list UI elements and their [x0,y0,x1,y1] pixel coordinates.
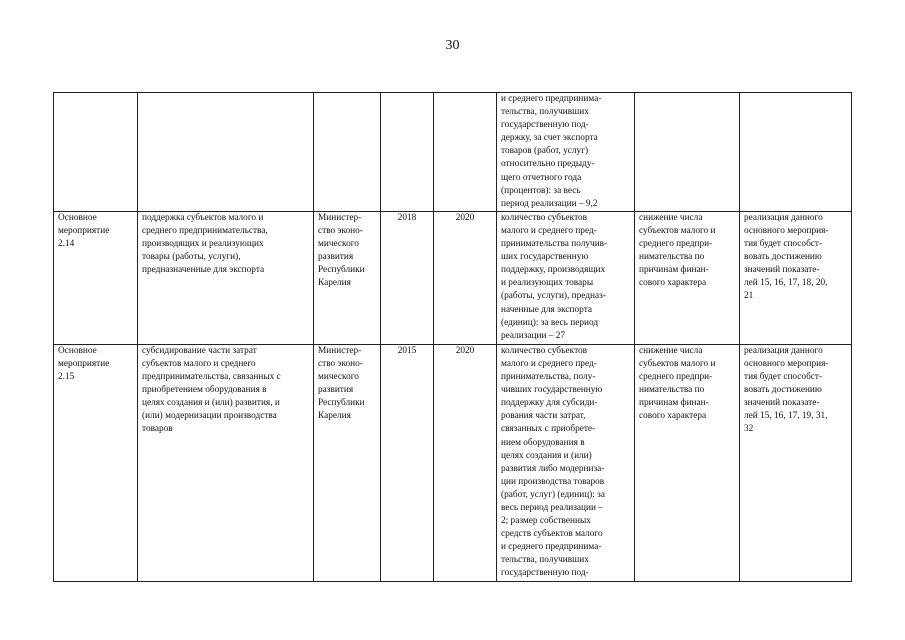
cell-line: мероприятие [58,358,110,369]
cell-line: целях создания и (или) [501,450,592,461]
start-year: 2018 [397,212,417,223]
cell-line: реализации – 27 [501,330,566,341]
end-year: 2020 [455,212,475,223]
measure-name-cell [54,344,138,581]
table-row [54,93,852,212]
cell-line: Карелия [318,411,351,422]
cell-line: вовать достижению [744,385,822,396]
cell-line: ших государственную [501,252,589,263]
cell-line: основного мероприя- [744,358,829,369]
cell-line: тельства, получивших [501,555,589,566]
cell-line: государственную под- [501,120,589,131]
cell-line: 32 [744,424,754,435]
cell-line: Республики [318,265,365,276]
cell-line: вовать достижению [744,252,822,263]
cell-line: щего отчетного года [501,172,582,183]
cell-line: снижение числа [639,345,703,356]
cell-line: 2.14 [58,239,75,250]
cell-line: поддержку для субсиди- [501,398,598,409]
executor-cell [314,93,381,212]
cell-line: 2.15 [58,372,75,383]
cell-line: наченные для экспорта [501,304,593,315]
start-year: 2015 [397,345,417,356]
cell-line: Министер- [318,212,362,223]
cell-line: основного мероприя- [744,225,829,236]
indicator-cell [497,344,635,581]
table-row [54,344,852,581]
cell-line: и среднего предпринима- [501,542,602,553]
cell-line: Основное [58,212,97,223]
cell-line: субъектов малого и [639,225,716,236]
measure-name-cell [54,211,138,344]
cell-line: принимательства получив- [501,239,608,250]
executor-cell [314,211,381,344]
executor-cell [314,344,381,581]
cell-line: развития [318,252,354,263]
cell-line: предназначенные для экспорта [142,265,265,276]
measure-description-cell [138,211,314,344]
cell-line: среднего предпри- [639,239,713,250]
cell-line: мероприятие [58,225,110,236]
cell-line: мического [318,239,359,250]
cell-line: среднего предпри- [639,372,713,383]
cell-line: держку, за счет экспорта [501,133,598,144]
measures-table [53,92,852,582]
cell-line: лей 15, 16, 17, 18, 20, [744,278,828,289]
cell-line: количество субъектов [501,345,588,356]
cell-line: средств субъектов малого [501,529,603,540]
cell-line: государственную под- [501,568,589,579]
indicator-cell [497,93,635,212]
cell-line: значений показате- [744,398,820,409]
cell-line: тельства, получивших [501,107,589,118]
cell-line: весь период реализации – [501,502,603,513]
cell-line: лей 15, 16, 17, 19, 31, [744,411,828,422]
cell-line: 2; размер собственных [501,516,591,527]
measure-description-cell [138,93,314,212]
table-row [54,211,852,344]
end-year: 2020 [455,345,475,356]
relation-cell [740,211,852,344]
cell-line: 21 [744,291,754,302]
indicator-cell [497,211,635,344]
cell-line: поддержка субъектов малого и [142,212,264,223]
cell-line: реализация данного [744,212,823,223]
cell-line: малого и среднего пред- [501,358,597,369]
cell-line: производящих и реализующих [142,239,264,250]
cell-line: значений показате- [744,265,820,276]
cell-line: субсидирование части затрат [142,345,257,356]
consequences-cell [635,211,740,344]
cell-line: принимательства, полу- [501,372,596,383]
cell-line: период реализации – 9,2 [501,198,598,209]
cell-line: товаров [142,424,173,435]
start-year-cell [381,93,434,212]
cell-line: (работ, услуг) (единиц): за [501,489,605,500]
cell-line: среднего предпринимательства, [142,225,268,236]
cell-line: ство эконо- [318,358,363,369]
cell-line: относительно предыду- [501,159,595,170]
end-year-cell [434,344,497,581]
end-year-cell [434,93,497,212]
measure-name-cell [54,93,138,212]
cell-line: ции производства товаров [501,476,605,487]
cell-line: (работы, услуги), предназ- [501,291,606,302]
cell-line: мического [318,372,359,383]
cell-line: Карелия [318,278,351,289]
cell-line: товары (работы, услуги), [142,252,241,263]
cell-line: сового характера [639,411,707,422]
cell-line: нимательства по [639,385,705,396]
cell-line: и среднего предпринима- [501,94,602,104]
cell-line: поддержку, производящих [501,265,606,276]
cell-line: тия будет способст- [744,372,823,383]
cell-line: Основное [58,345,97,356]
start-year-cell [381,344,434,581]
cell-line: связанных с приобрете- [501,424,596,435]
cell-line: малого и среднего пред- [501,225,597,236]
cell-line: снижение числа [639,212,703,223]
cell-line: причинам финан- [639,398,709,409]
consequences-cell [635,344,740,581]
cell-line: развития либо модерниза- [501,463,605,474]
start-year-cell [381,211,434,344]
cell-line: тия будет способст- [744,239,823,250]
cell-line: ство эконо- [318,225,363,236]
cell-line: и реализующих товары [501,278,594,289]
cell-line: субъектов малого и [639,358,716,369]
cell-line: (единиц): за весь период [501,317,599,328]
relation-cell [740,93,852,212]
cell-line: (или) модернизации производства [142,411,277,422]
measure-description-cell [138,344,314,581]
cell-line: товаров (работ, услуг) [501,146,589,157]
cell-line: субъектов малого и среднего [142,358,256,369]
cell-line: причинам финан- [639,265,709,276]
cell-line: нимательства по [639,252,705,263]
cell-line: нием оборудования в [501,437,585,448]
cell-line: чивших государственную [501,385,603,396]
cell-line: рования части затрат, [501,411,586,422]
end-year-cell [434,211,497,344]
cell-line: предпринимательства, связанных с [142,372,281,383]
cell-line: целях создания и (или) развития, и [142,398,280,409]
cell-line: (процентов): за весь [501,185,581,196]
cell-line: реализация данного [744,345,823,356]
cell-line: сового характера [639,278,707,289]
cell-line: приобретением оборудования в [142,385,267,396]
cell-line: Республики [318,398,365,409]
cell-line: развития [318,385,354,396]
cell-line: количество субъектов [501,212,588,223]
cell-line: Министер- [318,345,362,356]
consequences-cell [635,93,740,212]
page-number: 30 [445,38,460,53]
relation-cell [740,344,852,581]
